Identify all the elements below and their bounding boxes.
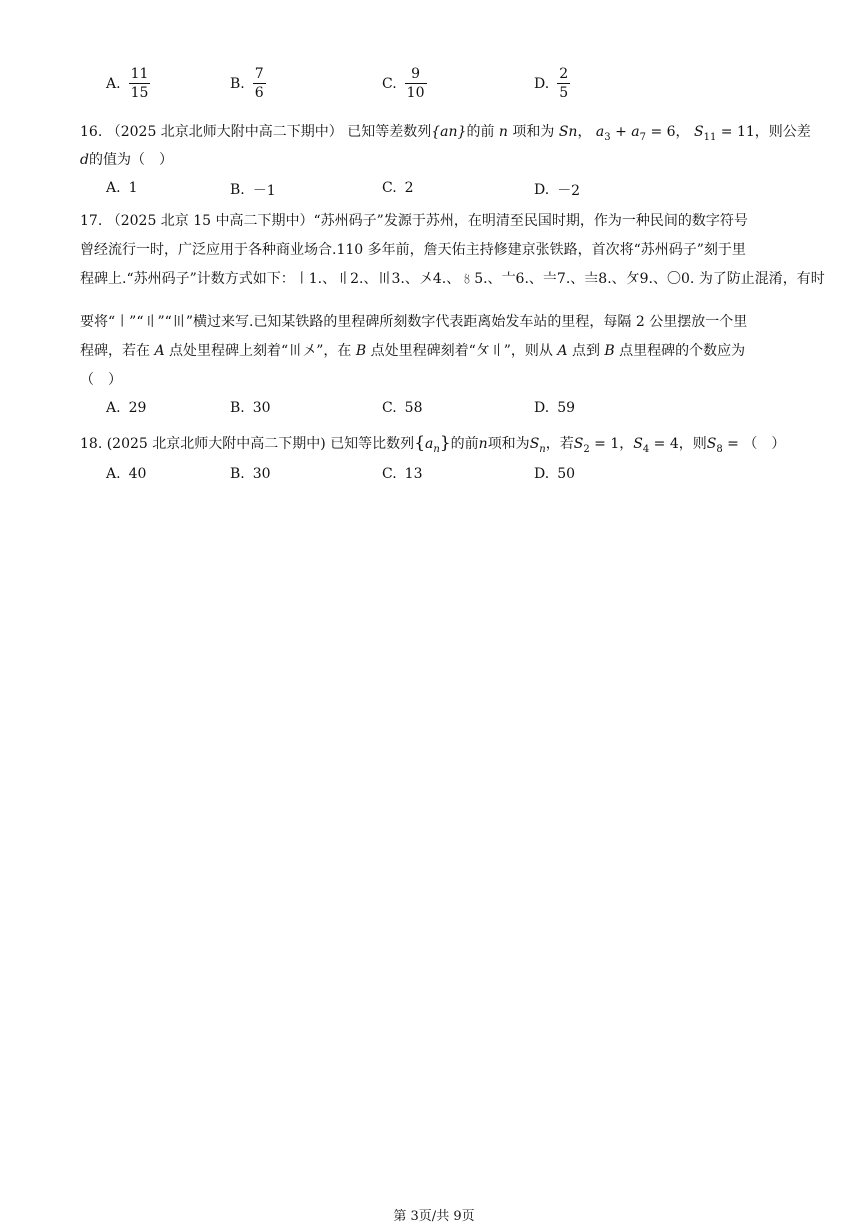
q16-line-2: d的值为（ ） (80, 152, 173, 168)
q15-option-d: D. $\frac{2}{5}$ (534, 66, 569, 101)
q16-options (0, 180, 868, 200)
q17-option-c: C. 58 (382, 400, 423, 416)
q18-option-c: C. 13 (382, 466, 423, 482)
q17-option-d: D. 59 (534, 400, 576, 416)
q18-options (0, 466, 868, 486)
q17-line-1: 17. （2025 北京 15 中高二下期中）“苏州码子”发源于苏州，在明清至民国时期，作为一种民间的数字符号 (80, 213, 748, 229)
fraction: $\frac{2}{5}$ (559, 66, 569, 101)
q17-line-5: 程碑，若在 A 点处里程碑上刻着“〣〤”，在 B 点处里程碑刻着“〩〢”，则从 A 点到 B 点里程碑的个数应为 (80, 343, 746, 359)
q16-option-a: A. 1 (106, 180, 138, 196)
q17-option-b: B. 30 (230, 400, 271, 416)
q17-option-a: A. 29 (106, 400, 147, 416)
q17-line-4: 要将“〡”“〢”“〣”横过来写.已知某铁路的里程碑所刻数字代表距离始发车站的里程，每隔 2 公里摆放一个里 (80, 314, 748, 330)
fraction: $\frac{9}{10}$ (406, 66, 425, 101)
q16-option-c: C. 2 (382, 180, 414, 196)
q17-options (0, 400, 868, 420)
q17-line-3: 程碑上.“苏州码子”计数方式如下：〡1.、〢2.、〣3.、〤4.、〥5.、〦6.、〧7.、〨8.、〩9.、〇0. 为了防止混淆，有时 (80, 271, 825, 287)
q15-option-c: C. $\frac{9}{10}$ (382, 66, 425, 101)
fraction: $\frac{7}{6}$ (254, 66, 264, 101)
q18-option-a: A. 40 (106, 466, 147, 482)
q18-option-d: D. 50 (534, 466, 576, 482)
q15-option-b: B. $\frac{7}{6}$ (230, 66, 264, 101)
q16-line-1: 16. （2025 北京北师大附中高二下期中） 已知等差数列{an}的前 n 项和为 Sn， $a_3 + a_7 = 6$， $S_{11} = 11$，则公差 (80, 124, 811, 143)
q15-options (0, 66, 868, 110)
q17-line-2: 曾经流行一时，广泛应用于各种商业场合.110 多年前，詹天佑主持修建京张铁路，首次将“苏州码子”刻于里 (80, 242, 746, 258)
q15-option-a: A. $\frac{11}{15}$ (106, 66, 149, 101)
q18-line-1: 18. (2025 北京北师大附中高二下期中) 已知等比数列$\{a_n\}$的前n项和为$S_n$，若$S_2 = 1$，$S_4 = 4$，则$S_8$ = （ ） (80, 433, 786, 455)
q17-line-6: （ ） (80, 372, 122, 388)
page-footer: 第 3页/共 9页 (393, 1209, 475, 1224)
q18-option-b: B. 30 (230, 466, 271, 482)
suzhou-code-list: 〡1.、〢2.、〣3.、〤4.、〥5.、〦6.、〧7.、〨8.、〩9.、〇0. (294, 271, 695, 287)
fraction: $\frac{11}{15}$ (130, 66, 149, 101)
q16-option-d: D. －2 (534, 182, 581, 199)
q16-option-b: B. －1 (230, 182, 276, 199)
